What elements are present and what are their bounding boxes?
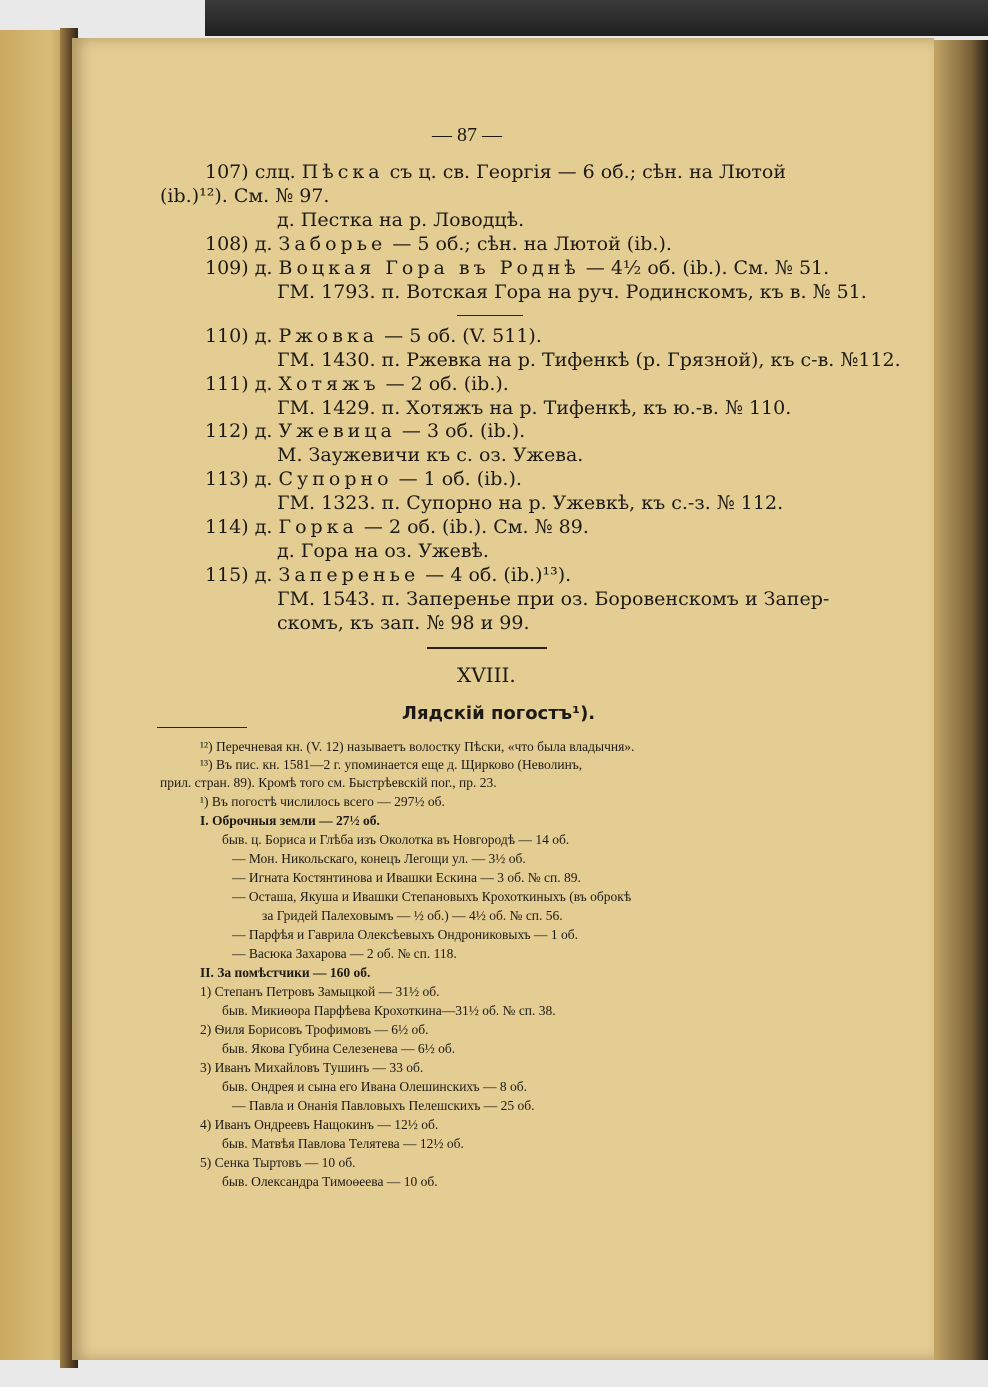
footnote-line: — Павла и Онанія Павловыхъ Пелешскихъ — 25 об. bbox=[232, 1098, 535, 1113]
entry-line: д. Гора на оз. Ужевѣ. bbox=[277, 540, 489, 562]
footnote-line: — Васюка Захарова — 2 об. № сп. 118. bbox=[232, 946, 457, 961]
entry-line: ГМ. 1429. п. Хотяжъ на р. Тифенкѣ, къ ю.-в. № 110. bbox=[277, 397, 792, 419]
footnote-line: быв. Матвѣя Павлова Телятева — 12½ об. bbox=[222, 1136, 464, 1151]
entry-line: 107) слц. Пѣска съ ц. св. Георгія — 6 об.; сѣн. на Лютой bbox=[205, 161, 787, 183]
entry-line: 113) д. Супорно — 1 об. (ib.). bbox=[205, 468, 522, 490]
entry-line: ГМ. 1793. п. Вотская Гора на руч. Родинскомъ, къ в. № 51. bbox=[277, 281, 867, 303]
footnote-line: II. За помѣстчики — 160 об. bbox=[200, 965, 371, 980]
footnote-line: быв. ц. Бориса и Глѣба изъ Околотка въ Новгородѣ — 14 об. bbox=[222, 832, 570, 847]
book-page bbox=[72, 38, 934, 1360]
separator-rule bbox=[457, 315, 523, 316]
entry-line: М. Заужевичи къ с. оз. Ужева. bbox=[277, 444, 584, 466]
footnote-rule bbox=[157, 727, 247, 728]
entry-line: 112) д. Ужевица — 3 об. (ib.). bbox=[205, 420, 526, 442]
entry-line: ГМ. 1323. п. Супорно на р. Ужевкѣ, къ с.-з. № 112. bbox=[277, 492, 784, 514]
footnote-line: — Осташа, Якуша и Ивашки Степановыхъ Крохоткиныхъ (въ оброкѣ bbox=[232, 889, 632, 904]
footnote-line: 1) Степанъ Петровъ Замыцкой — 31½ об. bbox=[200, 984, 440, 999]
entry-line: 108) д. Заборье — 5 об.; сѣн. на Лютой (ib.). bbox=[205, 233, 672, 255]
footnote-line: ¹²) Перечневая кн. (V. 12) называетъ волостку Пѣски, «что была владычня». bbox=[200, 739, 635, 754]
footnote-line: за Гридей Палеховымъ — ½ об.) — 4½ об. № сп. 56. bbox=[262, 908, 563, 923]
page-number: — 87 — bbox=[432, 124, 502, 146]
section-title: Лядскій погостъ¹). bbox=[402, 703, 596, 724]
entry-line: ГМ. 1430. п. Ржевка на р. Тифенкѣ (р. Грязной), къ с-в. №112. bbox=[277, 349, 901, 371]
footnote-line: — Парфѣя и Гаврила Олексѣевыхъ Ондрониковыхъ — 1 об. bbox=[232, 927, 579, 942]
section-number: XVIII. bbox=[457, 663, 516, 687]
entry-line: скомъ, къ зап. № 98 и 99. bbox=[277, 612, 530, 634]
footnote-line: ¹) Въ погостѣ числилось всего — 297½ об. bbox=[200, 794, 445, 809]
footnote-line: 4) Иванъ Ондреевъ Нащокинъ — 12½ об. bbox=[200, 1117, 439, 1132]
footnote-line: быв. Ондрея и сына его Ивана Олешинскихъ — 8 об. bbox=[222, 1079, 528, 1094]
book-right-edge bbox=[930, 40, 988, 1360]
footnote-line: быв. Якова Губина Селезенева — 6½ об. bbox=[222, 1041, 456, 1056]
entry-line: 114) д. Горка — 2 об. (ib.). См. № 89. bbox=[205, 516, 589, 538]
entry-line: ГМ. 1543. п. Заперенье при оз. Боровенскомъ и Запер- bbox=[277, 588, 830, 610]
entry-line: 115) д. Заперенье — 4 об. (ib.)¹³). bbox=[205, 564, 572, 586]
entry-line: (ib.)¹²). См. № 97. bbox=[160, 185, 330, 207]
footnote-line: быв. Микиѳора Парфѣева Крохоткина—31½ об. № сп. 38. bbox=[222, 1003, 556, 1018]
footnote-line: I. Оброчныя земли — 27½ об. bbox=[200, 813, 380, 828]
section-rule bbox=[427, 647, 547, 649]
entry-line: 109) д. Воцкая Гора въ Роднѣ — 4½ об. (ib.). См. № 51. bbox=[205, 257, 830, 279]
footnote-line: 5) Сенка Тыртовъ — 10 об. bbox=[200, 1155, 356, 1170]
entry-line: д. Пестка на р. Ловодцѣ. bbox=[277, 209, 525, 231]
footnote-line: прил. стран. 89). Кромѣ того см. Быстрѣевскій пог., пр. 23. bbox=[160, 775, 497, 790]
entry-line: 111) д. Хотяжъ — 2 об. (ib.). bbox=[205, 373, 509, 395]
footnote-line: быв. Олександра Тимоѳеева — 10 об. bbox=[222, 1174, 438, 1189]
footnote-line: ¹³) Въ пис. кн. 1581—2 г. упоминается еще д. Щирково (Неволинъ, bbox=[200, 757, 583, 772]
footnote-line: 3) Иванъ Михайловъ Тушинъ — 33 об. bbox=[200, 1060, 424, 1075]
footnote-line: 2) Ѳиля Борисовъ Трофимовъ — 6½ об. bbox=[200, 1022, 429, 1037]
footnote-line: — Мон. Никольскаго, конецъ Легощи ул. — 3½ об. bbox=[232, 851, 526, 866]
page-content bbox=[72, 38, 934, 1360]
entry-line: 110) д. Ржовка — 5 об. (V. 511). bbox=[205, 325, 542, 347]
footnote-line: — Игната Костянтинова и Ивашки Ескина — 3 об. № сп. 89. bbox=[232, 870, 581, 885]
book-cover-top bbox=[205, 0, 988, 36]
